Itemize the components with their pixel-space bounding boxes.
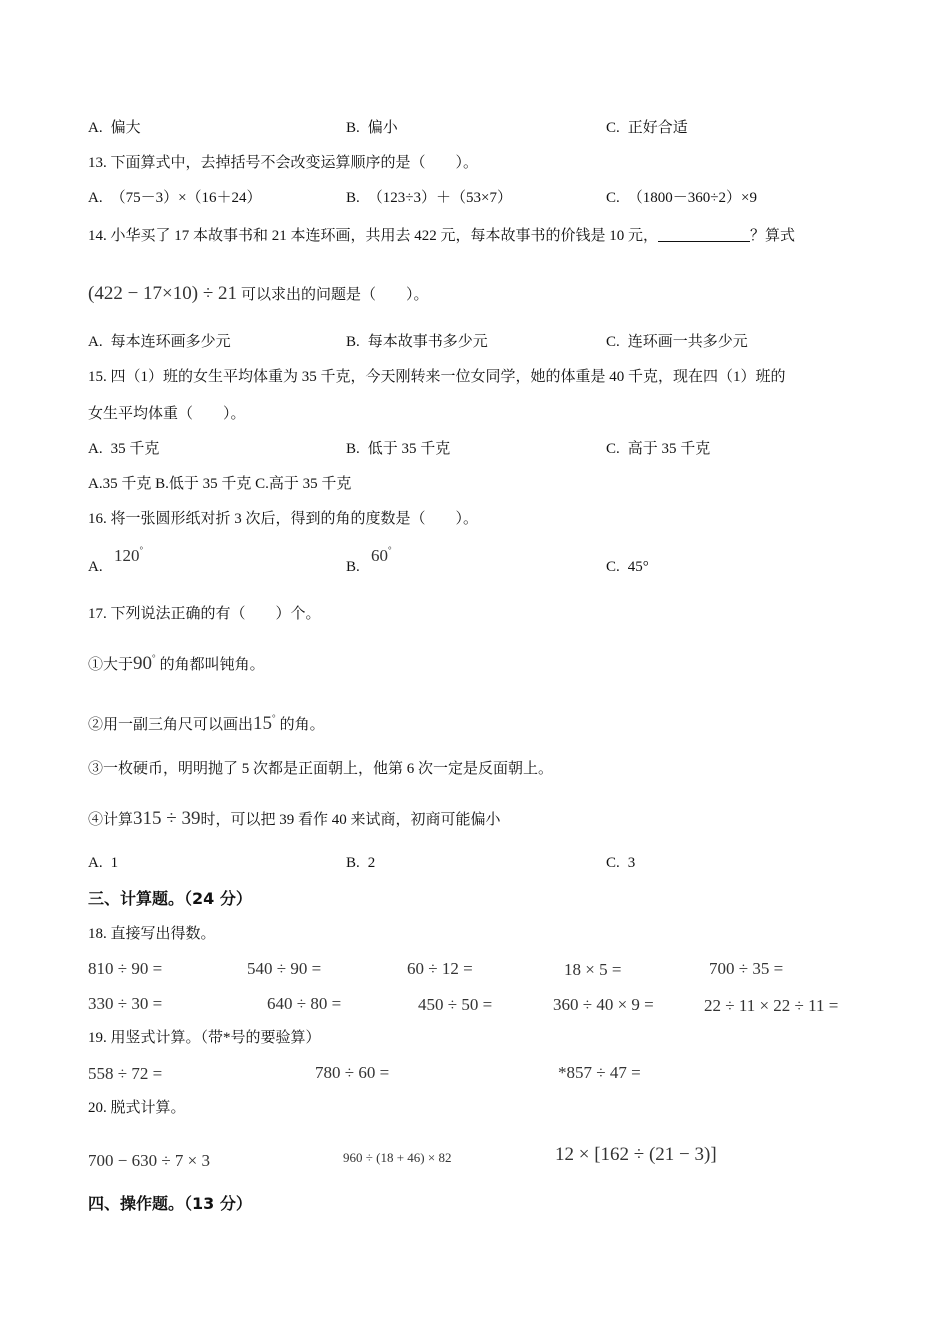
q18-r2-c1: 330 ÷ 30 = — [88, 994, 163, 1013]
q17-option-b-text: 2 — [367, 855, 376, 871]
q17-s2-text-b: 的角。 — [279, 717, 325, 733]
q17-option-a — [88, 856, 118, 871]
q12-option-a-label: A. — [88, 120, 103, 136]
q16-stem: 16. 将一张圆形纸对折 3 次后，得到的角的度数是（ ）。 — [88, 511, 479, 527]
q15-option-a-label: A. — [88, 441, 103, 457]
q13-option-b-label: B. — [346, 190, 360, 206]
q18-r1-c3: 60 ÷ 12 = — [407, 959, 473, 978]
q15-option-b-label: B. — [346, 441, 360, 457]
q15-option-c-label: C. — [606, 441, 620, 457]
q15-option-c-text: 高于 35 千克 — [627, 441, 711, 457]
q13-option-a-label: A. — [88, 190, 103, 206]
q18-r1-c2: 540 ÷ 90 = — [247, 959, 322, 978]
q12-option-c-label: C. — [606, 120, 620, 136]
q14-formula-line — [88, 284, 429, 303]
q17-s4-math: 315 ÷ 39 — [133, 808, 201, 829]
q15-option-a — [88, 442, 159, 457]
q20-item-3: 12 × [162 ÷ (21 − 3)] — [555, 1144, 717, 1165]
section-3-heading: 三、计算题。（24 分） — [88, 889, 252, 908]
q20-stem: 20. 脱式计算。 — [88, 1100, 186, 1116]
q14-option-a-text: 每本连环画多少元 — [110, 334, 231, 350]
q19-item-2: 780 ÷ 60 = — [315, 1063, 390, 1082]
q17-stem: 17. 下列说法正确的有（ ）个。 — [88, 606, 321, 622]
q14-option-c — [606, 335, 748, 350]
q17-statement-3: ③一枚硬币，明明抛了 5 次都是正面朝上，他第 6 次一定是反面朝上。 — [88, 761, 554, 777]
q15-option-b-text: 低于 35 千克 — [367, 441, 451, 457]
q16-option-c — [606, 560, 649, 575]
q16-option-a-label: A. — [88, 559, 103, 575]
section-4-heading: 四、操作题。（13 分） — [88, 1194, 252, 1213]
q17-statement-4 — [88, 809, 500, 828]
q20-item-2: 960 ÷ (18 + 46) × 82 — [343, 1150, 452, 1165]
q17-statement-1 — [88, 654, 265, 673]
q17-option-b-label: B. — [346, 855, 360, 871]
q16-option-a-value — [114, 546, 143, 564]
q17-s4-text-a: ④计算 — [88, 812, 134, 828]
q16-option-c-text: 45° — [627, 559, 649, 575]
q12-option-c-text: 正好合适 — [627, 120, 688, 136]
q17-option-c-text: 3 — [627, 855, 636, 871]
q18-r2-c4: 360 ÷ 40 × 9 = — [553, 995, 654, 1014]
degree-mark-icon: ° — [272, 713, 276, 723]
q13-option-c — [606, 191, 757, 206]
q14-question-text: 可以求出的问题是（ ）。 — [241, 287, 429, 303]
q19-item-1: 558 ÷ 72 = — [88, 1064, 163, 1083]
q14-option-b-label: B. — [346, 334, 360, 350]
q16-option-b-label: B. — [346, 559, 360, 575]
q17-option-c — [606, 856, 635, 871]
q17-s4-text-b: 时，可以把 39 看作 40 来试商，初商可能偏小 — [200, 812, 501, 828]
q16-option-a-number: 120 — [114, 546, 140, 565]
q14-formula: (422 − 17×10) ÷ 21 — [88, 283, 238, 304]
q14-option-a-label: A. — [88, 334, 103, 350]
q17-s1-text-b: 的角都叫钝角。 — [159, 657, 265, 673]
q19-item-3: *857 ÷ 47 = — [558, 1063, 641, 1082]
q18-r1-c1: 810 ÷ 90 = — [88, 959, 163, 978]
q13-option-b-text: （123÷3）＋（53×7） — [367, 190, 512, 206]
q15-option-a-text: 35 千克 — [110, 441, 160, 457]
q20-item-1: 700 − 630 ÷ 7 × 3 — [88, 1151, 211, 1170]
q14-option-b — [346, 335, 488, 350]
q14-stem-suffix: ？算式 — [750, 228, 796, 244]
q12-option-b-text: 偏小 — [367, 120, 398, 136]
q19-stem: 19. 用竖式计算。（带*号的要验算） — [88, 1030, 321, 1046]
q15-option-b — [346, 442, 450, 457]
q18-stem: 18. 直接写出得数。 — [88, 926, 216, 942]
q15-stem-line2: 女生平均体重（ ）。 — [88, 406, 246, 422]
q16-option-c-label: C. — [606, 559, 620, 575]
q12-option-a — [88, 121, 141, 136]
q16-option-b-number: 60 — [371, 546, 388, 565]
q12-option-b — [346, 121, 398, 136]
q17-s2-math — [253, 713, 276, 734]
q18-r1-c5: 700 ÷ 35 = — [709, 959, 784, 978]
q17-option-a-text: 1 — [110, 855, 119, 871]
q13-option-a — [88, 191, 262, 206]
q18-r2-c5: 22 ÷ 11 × 22 ÷ 11 = — [704, 996, 839, 1015]
q16-option-b-value — [371, 546, 392, 564]
q14-option-a — [88, 335, 231, 350]
q17-option-a-label: A. — [88, 855, 103, 871]
q15-option-c — [606, 442, 710, 457]
degree-mark-icon: ° — [388, 545, 392, 555]
q15-options-repeat: A.35 千克 B.低于 35 千克 C.高于 35 千克 — [88, 476, 352, 492]
degree-mark-icon: ° — [139, 545, 144, 555]
q13-option-a-text: （75－3）×（16＋24） — [110, 190, 262, 206]
degree-mark-icon: ° — [152, 653, 156, 663]
q12-option-a-text: 偏大 — [110, 120, 141, 136]
q14-answer-blank — [658, 227, 750, 242]
q12-option-c — [606, 121, 688, 136]
q12-option-b-label: B. — [346, 120, 360, 136]
q17-s2-text-a: ②用一副三角尺可以画出 — [88, 717, 254, 733]
q14-option-c-label: C. — [606, 334, 620, 350]
q17-option-c-label: C. — [606, 855, 620, 871]
q13-option-c-text: （1800－360÷2）×9 — [627, 190, 757, 206]
q18-r2-c2: 640 ÷ 80 = — [267, 994, 342, 1013]
q17-s1-math — [133, 653, 156, 674]
q14-option-c-text: 连环画一共多少元 — [627, 334, 748, 350]
q13-stem: 13. 下面算式中，去掉括号不会改变运算顺序的是（ ）。 — [88, 155, 479, 171]
q14-stem — [88, 227, 795, 244]
q13-option-b — [346, 191, 512, 206]
q17-option-b — [346, 856, 375, 871]
q17-s1-number: 90 — [133, 653, 153, 674]
q18-r1-c4: 18 × 5 = — [564, 960, 622, 979]
q17-statement-2 — [88, 714, 325, 733]
q17-s2-number: 15 — [253, 713, 273, 734]
q17-s1-text-a: ①大于 — [88, 657, 134, 673]
q14-stem-text: 14. 小华买了 17 本故事书和 21 本连环画，共用去 422 元，每本故事书的价钱是 10 元， — [88, 228, 659, 244]
q13-option-c-label: C. — [606, 190, 620, 206]
q14-option-b-text: 每本故事书多少元 — [367, 334, 488, 350]
q18-r2-c3: 450 ÷ 50 = — [418, 995, 493, 1014]
q15-stem-line1: 15. 四（1）班的女生平均体重为 35 千克，今天刚转来一位女同学，她的体重是 40 千克，现在四（1）班的 — [88, 369, 786, 385]
